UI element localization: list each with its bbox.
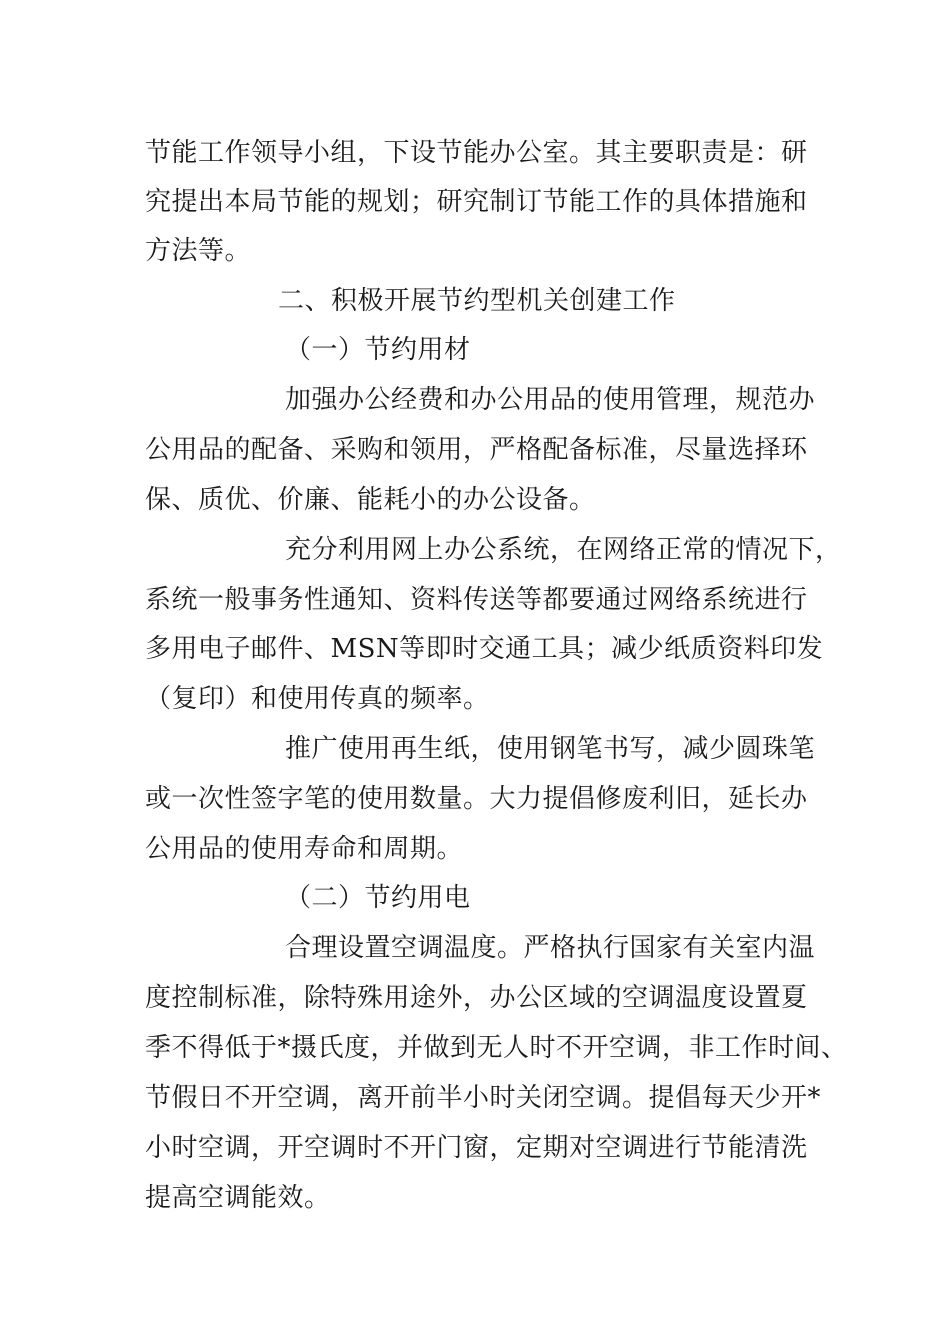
paragraph-first-line: 推广使用再生纸，使用钢笔书写，减少圆珠笔	[285, 734, 816, 764]
text-line: 方法等。	[145, 236, 252, 266]
text-line: 保、质优、价廉、能耗小的办公设备。	[145, 485, 596, 515]
text-line: 或一次性签字笔的使用数量。大力提倡修废利旧，延长办	[145, 784, 808, 814]
subsection-heading: （一）节约用材	[285, 335, 471, 365]
text-line: 系统一般事务性通知、资料传送等都要通过网络系统进行	[145, 585, 808, 615]
subsection-heading: （二）节约用电	[285, 883, 471, 913]
text-line: 度控制标准，除特殊用途外，办公区域的空调温度设置夏	[145, 983, 808, 1013]
text-line: 提高空调能效。	[145, 1183, 331, 1213]
text-line: 季不得低于*摄氏度，并做到无人时不开空调，非工作时间、	[145, 1033, 848, 1063]
text-line: 节假日不开空调，离开前半小时关闭空调。提倡每天少开*	[145, 1083, 822, 1113]
paragraph-first-line: 加强办公经费和办公用品的使用管理，规范办	[285, 385, 816, 415]
text-line: 公用品的使用寿命和周期。	[145, 834, 464, 864]
paragraph-first-line: 充分利用网上办公系统，在网络正常的情况下，	[285, 535, 842, 565]
paragraph-first-line: 合理设置空调温度。严格执行国家有关室内温	[285, 933, 816, 963]
text-line: 究提出本局节能的规划；研究制订节能工作的具体措施和	[145, 187, 808, 217]
text-line: 公用品的配备、采购和领用，严格配备标准，尽量选择环	[145, 435, 808, 465]
text-line: 节能工作领导小组，下设节能办公室。其主要职责是：研	[145, 138, 808, 168]
section-heading: 二、积极开展节约型机关创建工作	[278, 286, 676, 316]
text-line: （复印）和使用传真的频率。	[145, 684, 490, 714]
text-line: 多用电子邮件、MSN等即时交通工具；减少纸质资料印发	[145, 634, 824, 664]
text-line: 小时空调，开空调时不开门窗，定期对空调进行节能清洗	[145, 1133, 808, 1163]
